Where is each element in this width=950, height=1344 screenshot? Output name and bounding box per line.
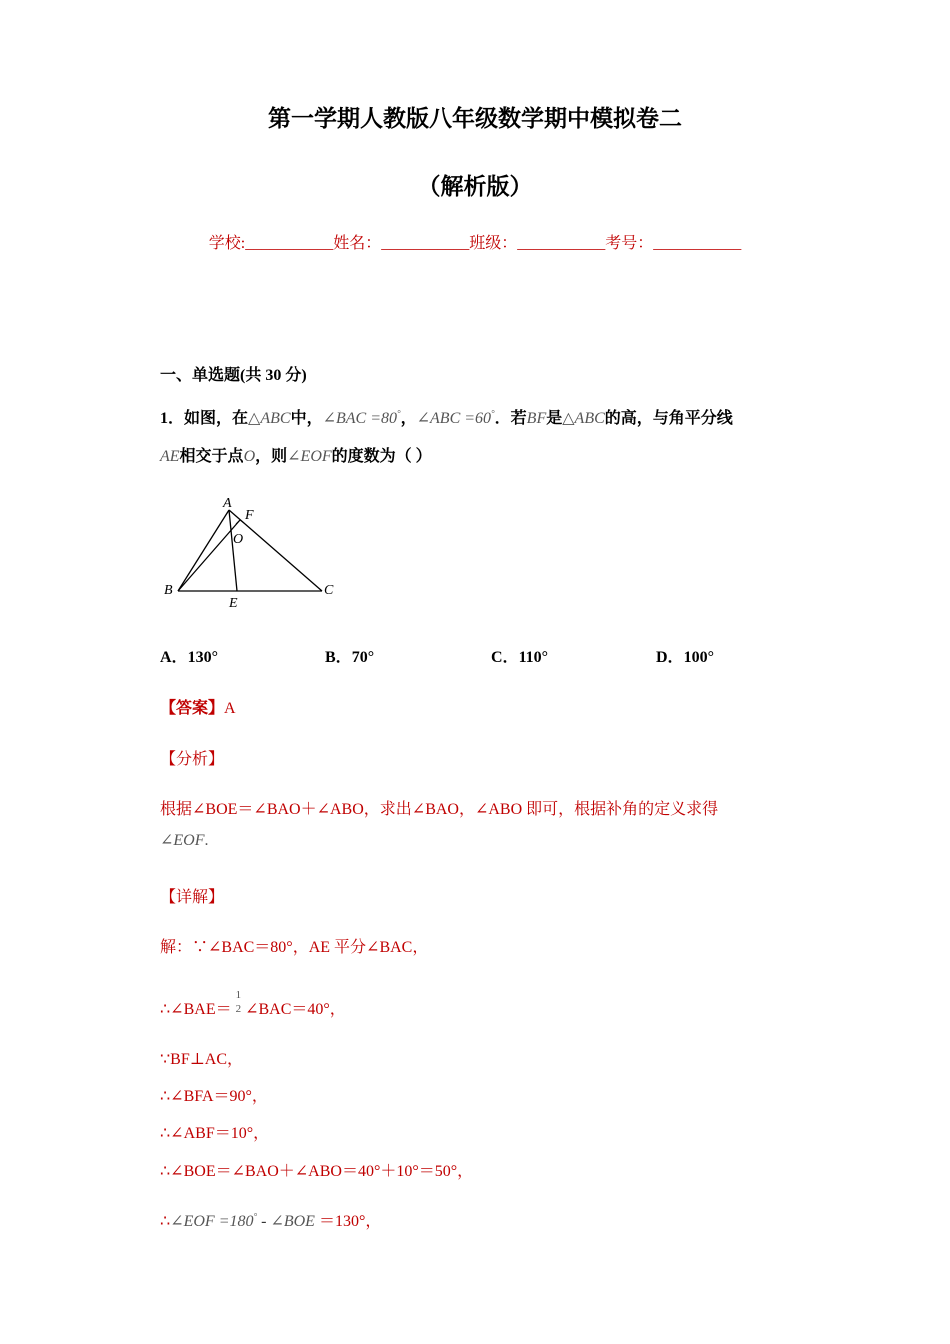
answer-line [160,695,236,718]
angle-eof: ∠EOF [287,448,332,465]
analysis-label: 【分析】 [160,751,225,768]
side-ab [178,510,229,591]
detail-line-3: ∵BF⊥AC， [160,1051,244,1068]
triangle-abc-2: △ABC [562,410,605,427]
info-line: 学校:___________姓名：___________班级：___________考号：___________ [208,235,742,252]
analysis-tail: ∠EOF. [160,832,209,849]
label-f: F [245,508,254,523]
question-line-1: 1．如图，在△ABC中，∠BAC =80°，∠ABC =60°．若BF是△ABC的高，与角平分线 [160,408,733,427]
question-number: 1． [160,410,185,427]
option-d[interactable]: D．100° [656,649,714,666]
doc-title: 第一学期人教版八年级数学期中模拟卷二 [268,106,682,131]
option-a[interactable]: A．130° [160,649,218,666]
detail-line-6: ∴∠BOE＝∠BAO＋∠ABO＝40°＋10°＝50°， [160,1163,474,1180]
segment-bf: BF [526,410,547,427]
point-o: O [243,448,256,465]
angle-bac: ∠BAC =80° [322,408,401,427]
answer-value: A [224,700,236,717]
detail-label: 【详解】 [160,889,225,906]
right-angle-mark [236,520,244,524]
option-b[interactable]: B．70° [325,649,375,666]
triangle-figure [160,492,350,612]
segment-bf-line [178,520,240,591]
section-heading: 一、单选题(共 30 分) [160,367,307,384]
label-b: B [164,583,173,598]
option-c[interactable]: C．110° [491,649,549,666]
segment-ae-line [229,510,237,591]
doc-subtitle: （解析版） [417,174,533,199]
segment-ae: AE [160,448,180,465]
triangle-abc: △ABC [248,410,291,427]
detail-line-2: ∴∠BAE＝ 1 2 ∠BAC＝40°， [160,989,346,1018]
label-e: E [229,596,238,611]
detail-line-1: 解：∵∠BAC＝80°，AE 平分∠BAC， [160,939,429,956]
angle-abc: ∠ABC =60° [416,408,495,427]
fraction-half: 1 2 [235,989,242,1016]
question-line-2: AE相交于点O，则∠EOF的度数为（ ） [160,448,432,465]
label-o: O [233,532,244,547]
answer-label: 【答案】 [160,700,225,717]
label-a: A [223,496,232,511]
detail-line-5: ∴∠ABF＝10°， [160,1125,270,1142]
detail-line-4: ∴∠BFA＝90°， [160,1088,268,1105]
analysis-text: 根据∠BOE＝∠BAO＋∠ABO，求出∠BAO，∠ABO 即可，根据补角的定义求得 [160,801,719,818]
label-c: C [324,583,334,598]
detail-line-7: ∴∠EOF =180° - ∠BOE ＝130°， [160,1211,382,1230]
